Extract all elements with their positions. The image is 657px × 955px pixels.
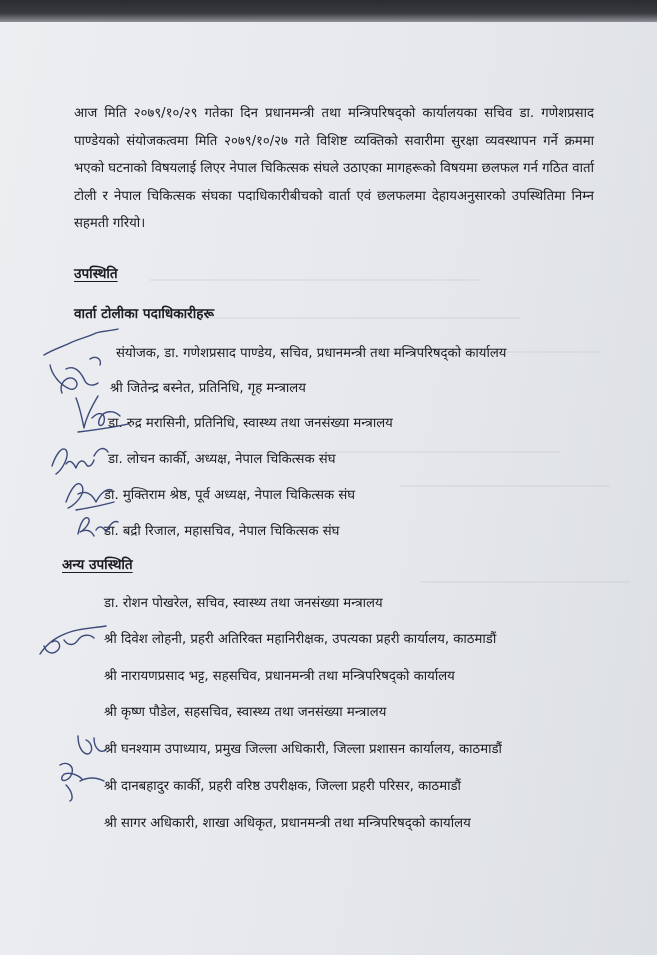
other-attendee-6: श्री दानबहादुर कार्की, प्रहरी वरिष्ठ उपरीक्षक, जिल्ला प्रहरी परिसर, काठमाडौं	[104, 779, 461, 794]
signature-attendee-2	[34, 612, 114, 666]
team-member-1: संयोजक, डा. गणेशप्रसाद पाण्डेय, सचिव, प्रधानमन्त्री तथा मन्त्रिपरिषद्को कार्यालय	[116, 346, 507, 361]
team-member-5: डा. मुक्तिराम श्रेष्ठ, पूर्व अध्यक्ष, नेपाल चिकित्सक संघ	[104, 488, 356, 503]
other-attendee-5: श्री घनश्याम उपाध्याय, प्रमुख जिल्ला अधिकारी, जिल्ला प्रशासन कार्यालय, काठमाडौं	[104, 742, 502, 757]
other-attendee-4: श्री कृष्ण पौडेल, सहसचिव, स्वास्थ्य तथा जनसंख्या मन्त्रालय	[104, 705, 387, 720]
photo-top-edge	[0, 0, 657, 22]
others-heading: अन्य उपस्थिति	[62, 557, 133, 573]
team-member-4: डा. लोचन कार्की, अध्यक्ष, नेपाल चिकित्सक संघ	[108, 452, 336, 467]
other-attendee-7: श्री सागर अधिकारी, शाखा अधिकृत, प्रधानमन्त्री तथा मन्त्रिपरिषद्को कार्यालय	[104, 816, 471, 831]
intro-paragraph: आज मिति २०७९/१०/२९ गतेका दिन प्रधानमन्त्री तथा मन्त्रिपरिषद्को कार्यालयका सचिव डा. गणेशप्रसाद पाण्डेयको संयोजकत्वमा मिति २०७९/१०/२७ गते विशिष्ट व्यक्तिको सवारीमा सुरक्षा व्यवस्थापन गर्ने क्रममा भएको घटनाको विषयलाई लिएर नेपाल चिकित्सक संघले उठाएका मागहरूको विषयमा छलफल गर्न गठित वार्ता टोली र नेपाल चिकित्सक संघका पदाधिकारीबीचको वार्ता एवं छलफलमा देहायअनुसारको उपस्थितिमा निम्न सहमती गरियो।	[74, 106, 594, 231]
team-member-2: श्री जितेन्द्र बस्नेत, प्रतिनिधि, गृह मन्त्रालय	[110, 381, 306, 396]
attendance-heading: उपस्थिति	[74, 266, 118, 282]
other-attendee-3: श्री नारायणप्रसाद भट्ट, सहसचिव, प्रधानमन्त्री तथा मन्त्रिपरिषद्को कार्यालय	[104, 669, 455, 684]
signature-attendee-6	[52, 755, 112, 805]
other-attendee-1: डा. रोशन पोखरेल, सचिव, स्वास्थ्य तथा जनसंख्या मन्त्रालय	[104, 596, 383, 611]
team-member-6: डा. बद्री रिजाल, महासचिव, नेपाल चिकित्सक संघ	[104, 524, 340, 539]
other-attendee-2: श्री दिवेश लोहनी, प्रहरी अतिरिक्त महानिरीक्षक, उपत्यका प्रहरी कार्यालय, काठमाडौं	[104, 632, 497, 647]
team-member-3: डा. रुद्र मरासिनी, प्रतिनिधि, स्वास्थ्य तथा जनसंख्या मन्त्रालय	[108, 416, 393, 431]
team-heading: वार्ता टोलीका पदाधिकारीहरू	[74, 306, 215, 322]
